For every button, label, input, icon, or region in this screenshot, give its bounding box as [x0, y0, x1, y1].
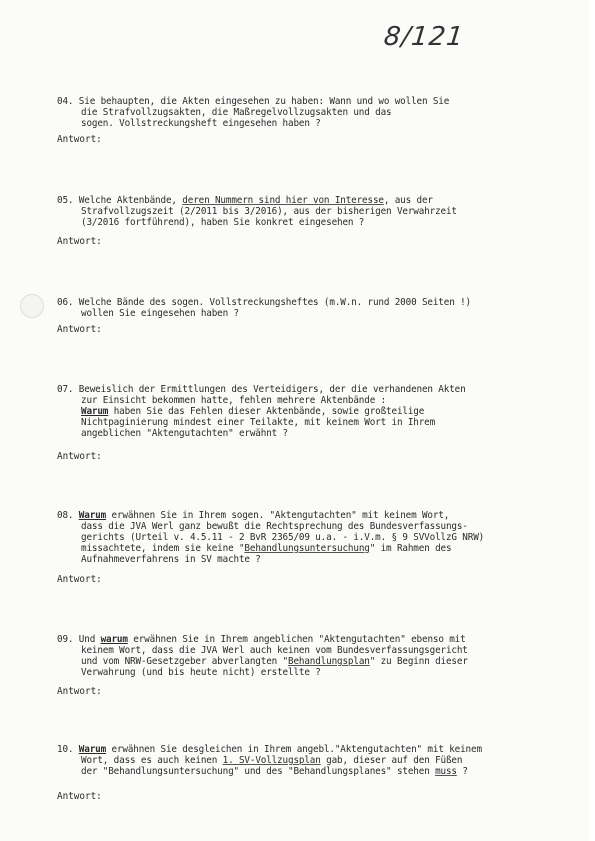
text-segment: keinem Wort, dass die JVA Werl auch keinen vom Bundesverfassungsgericht [81, 645, 468, 656]
question-10 [57, 744, 557, 777]
emphasized-word: Warum [81, 406, 109, 417]
question-line [57, 543, 557, 554]
answer-label-04: Antwort: [57, 134, 102, 145]
text-segment: die Strafvollzugsakten, die Maßregelvollzugsakten und das [81, 107, 392, 118]
underlined-phrase: 1. SV-Vollzugsplan [222, 755, 321, 766]
text-segment: ? [456, 766, 468, 777]
question-line [57, 554, 557, 565]
underlined-phrase: muss [435, 766, 457, 777]
page-edge [589, 0, 595, 841]
text-segment: Nichtpaginierung mindest einer Teilakte, mit keinem Wort in Ihrem [81, 417, 436, 428]
text-segment: Verwahrung (und bis heute nicht) erstellte ? [81, 667, 321, 678]
question-05 [57, 195, 557, 228]
text-segment: Aufnahmeverfahrens in SV machte ? [81, 554, 261, 565]
question-line [57, 521, 557, 532]
question-line [57, 532, 557, 543]
text-segment: " zu Beginn dieser [369, 656, 468, 667]
question-line [57, 755, 557, 766]
question-line [57, 428, 557, 439]
question-line [57, 206, 557, 217]
question-line [57, 395, 557, 406]
question-line [57, 308, 557, 319]
question-line [57, 217, 557, 228]
question-number: 08. [57, 510, 79, 521]
answer-label-08: Antwort: [57, 574, 102, 585]
question-line [57, 766, 557, 777]
text-segment: missachtete, indem sie keine " [81, 543, 245, 554]
question-number: 07. [57, 384, 79, 395]
text-segment: wollen Sie eingesehen haben ? [81, 308, 239, 319]
emphasized-word: warum [100, 634, 128, 645]
question-number: 10. [57, 744, 79, 755]
text-segment: , aus der [383, 195, 433, 206]
text-segment: und vom NRW-Gesetzgeber abverlangten " [81, 656, 288, 667]
question-line [57, 510, 557, 521]
answer-label-06: Antwort: [57, 324, 102, 335]
question-line [57, 107, 557, 118]
question-line [57, 667, 557, 678]
text-segment: Und [78, 634, 101, 645]
question-line [57, 118, 557, 129]
question-09 [57, 634, 557, 678]
question-line [57, 406, 557, 417]
answer-label-05: Antwort: [57, 236, 102, 247]
question-line [57, 645, 557, 656]
emphasized-word: Warum [78, 744, 107, 755]
underlined-phrase: Behandlungsplan [288, 656, 370, 667]
underlined-phrase: deren Nummern sind hier von Interesse [182, 195, 384, 206]
text-segment: erwähnen Sie desgleichen in Ihrem angebl."Aktengutachten" mit keinem [106, 744, 482, 755]
question-line [57, 417, 557, 428]
question-number: 09. [57, 634, 79, 645]
answer-label-10: Antwort: [57, 791, 102, 802]
question-07 [57, 384, 557, 439]
question-line [57, 195, 557, 206]
question-number: 04. [57, 96, 79, 107]
question-number: 05. [57, 195, 79, 206]
text-segment: zur Einsicht bekommen hatte, fehlen mehrere Aktenbände : [81, 395, 387, 406]
question-line [57, 96, 557, 107]
text-segment: haben Sie das Fehlen dieser Aktenbände, sowie großteilige [108, 406, 425, 417]
text-segment: Sie behaupten, die Akten eingesehen zu haben: Wann und wo wollen Sie [78, 96, 450, 107]
emphasized-word: Warum [78, 510, 107, 521]
text-segment: gerichts (Urteil v. 4.5.11 - 2 BvR 2365/09 u.a. - i.V.m. § 9 SVVollzG NRW) [81, 532, 485, 543]
text-segment: erwähnen Sie in Ihrem sogen. "Aktengutachten" mit keinem Wort, [106, 510, 450, 521]
text-segment: angeblichen "Aktengutachten" erwähnt ? [81, 428, 288, 439]
text-segment: dass die JVA Werl ganz bewußt die Rechtsprechung des Bundesverfassungs- [81, 521, 468, 532]
text-segment: Beweislich der Ermittlungen des Verteidigers, der die verhandenen Akten [78, 384, 466, 395]
punch-hole [20, 294, 44, 318]
text-segment: Wort, dass es auch keinen [81, 755, 223, 766]
answer-label-09: Antwort: [57, 686, 102, 697]
question-line [57, 634, 557, 645]
text-segment: erwähnen Sie in Ihrem angeblichen "Aktengutachten" ebenso mit [127, 634, 466, 645]
question-04 [57, 96, 557, 129]
text-segment: (3/2016 fortführend), haben Sie konkret eingesehen ? [81, 217, 365, 228]
text-segment: Strafvollzugszeit (2/2011 bis 3/2016), aus der bisherigen Verwahrzeit [81, 206, 457, 217]
answer-label-07: Antwort: [57, 451, 102, 462]
question-06 [57, 297, 557, 319]
handwritten-page-number: 8/121 [382, 22, 466, 52]
question-number: 06. [57, 297, 79, 308]
question-line [57, 297, 557, 308]
text-segment: Welche Bände des sogen. Vollstreckungsheftes (m.W.n. rund 2000 Seiten !) [78, 297, 471, 308]
question-line [57, 744, 557, 755]
text-segment: der "Behandlungsuntersuchung" und des "Behandlungsplanes" stehen [81, 766, 436, 777]
question-line [57, 656, 557, 667]
question-line [57, 384, 557, 395]
question-08 [57, 510, 557, 565]
text-segment: gab, dieser auf den Füßen [320, 755, 463, 766]
text-segment: " im Rahmen des [369, 543, 452, 554]
text-segment: Welche Aktenbände, [78, 195, 183, 206]
underlined-phrase: Behandlungsuntersuchung [244, 543, 370, 554]
text-segment: sogen. Vollstreckungsheft eingesehen haben ? [81, 118, 321, 129]
